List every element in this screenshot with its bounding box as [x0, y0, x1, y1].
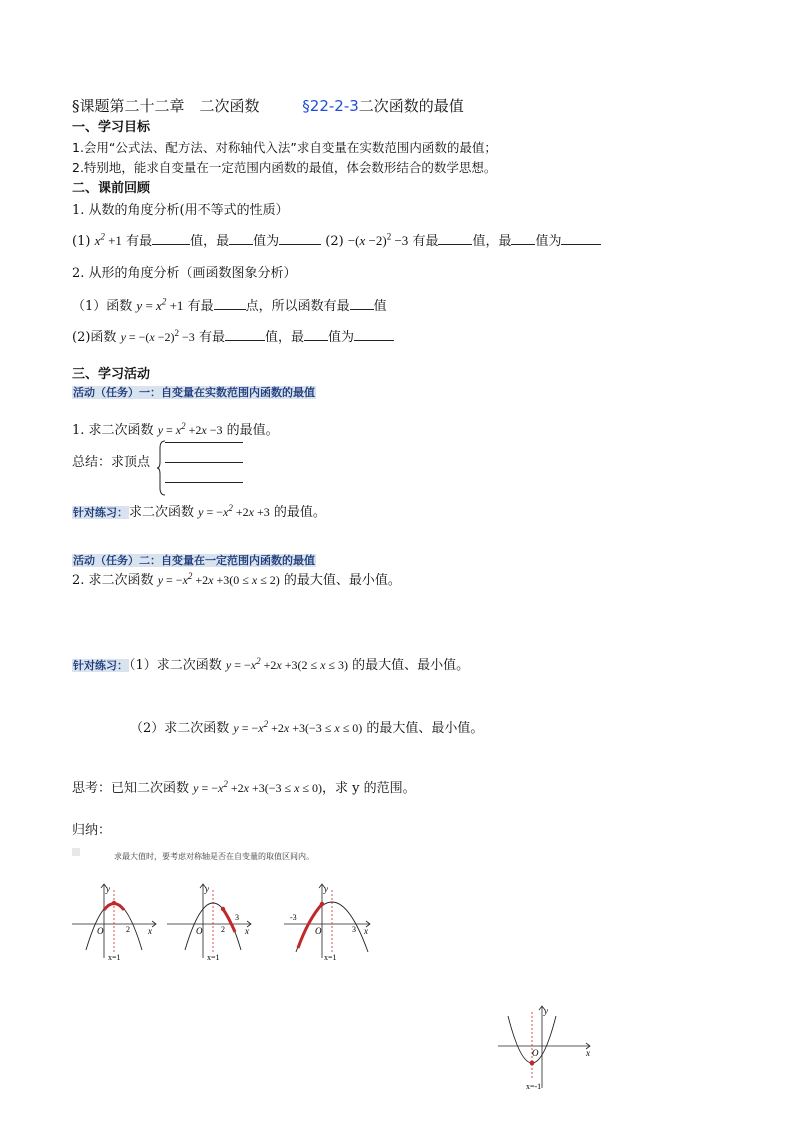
- answer-blank[interactable]: [561, 232, 601, 245]
- section-heading-review: 二、课前回顾: [72, 181, 151, 196]
- svg-text:O: O: [532, 1048, 539, 1058]
- section-heading-goals: 一、学习目标: [72, 120, 151, 135]
- practice-label: 针对练习：: [73, 659, 128, 672]
- review-question-2: 2. 从形的角度分析（画函数图象分析）: [72, 266, 297, 281]
- answer-blank[interactable]: [214, 297, 246, 310]
- answer-line[interactable]: [165, 482, 243, 483]
- expr-range-neg3-0: $y = -x^2 +2x +3(-3 \le x \le 0)$: [233, 719, 363, 735]
- svg-text:O: O: [97, 926, 104, 936]
- summary-vertex: 总结：求顶点: [72, 455, 151, 470]
- answer-blank[interactable]: [279, 232, 321, 245]
- review-question-2a: （1）函数 $y = x^2 +1$ 有最 点，所以函数有最 值: [72, 296, 387, 314]
- task-1-heading: 活动（任务）一：自变量在实数范围内函数的最值: [73, 386, 315, 399]
- goal-item-1: 1.会用“公式法、配方法、对称轴代入法”求自变量在实数范围内函数的最值；: [72, 140, 497, 155]
- expr-range-2-3: $y = -x^2 +2x +3(2 \le x \le 3)$: [225, 656, 349, 672]
- answer-blank[interactable]: [511, 232, 535, 245]
- svg-text:x=1: x=1: [108, 953, 121, 962]
- practice-1: 针对练习：求二次函数 $y = -x^2 +2x +3$ 的最值。: [73, 503, 326, 520]
- svg-text:3: 3: [352, 925, 356, 934]
- svg-text:-3: -3: [290, 913, 297, 922]
- goal-item-2: 2.特别地，能求自变量在一定范围内函数的最值，体会数形结合的数学思想。: [72, 160, 497, 175]
- answer-blank[interactable]: [229, 232, 253, 245]
- conclude-label: 归纳：: [72, 823, 112, 838]
- expr-y-x2-2x-3: $y = x^2 +2x -3$: [157, 421, 223, 437]
- section-heading-activities: 三、学习活动: [72, 367, 151, 382]
- answer-blank[interactable]: [354, 328, 394, 341]
- answer-line[interactable]: [165, 462, 243, 463]
- svg-text:3: 3: [235, 913, 239, 922]
- review-question-2b: (2)函数 $y = -(x -2)^2 -3$ 有最 值，最 值为: [72, 328, 394, 346]
- svg-text:2: 2: [221, 925, 225, 934]
- expr-y-neg-x2-2x-3: $y = -x^2 +2x +3$: [198, 503, 270, 519]
- parabola-graph-3: [280, 880, 375, 962]
- review-question-1: 1. 从数的角度分析(用不等式的性质）: [72, 203, 289, 218]
- svg-text:y: y: [106, 884, 110, 894]
- expr-range-0-2: $y = -x^2 +2x +3(0 \le x \le 2)$: [157, 571, 280, 587]
- problem-1: 1. 求二次函数 $y = x^2 +2x -3$ 的最值。: [72, 421, 279, 438]
- svg-text:O: O: [196, 926, 203, 936]
- answer-blank[interactable]: [152, 232, 190, 245]
- title-prefix: §课题第二十二章 二次函数: [72, 97, 260, 115]
- answer-line[interactable]: [165, 442, 243, 443]
- svg-text:y: y: [544, 1006, 548, 1016]
- task-2-heading: 活动（任务）二：自变量在一定范围内函数的最值: [73, 554, 315, 567]
- expr-y-x2-plus-1: $y = x^2 +1$: [136, 296, 184, 313]
- parabola-graph-4: [496, 1002, 596, 1092]
- svg-text:x: x: [364, 926, 368, 936]
- svg-text:y: y: [324, 884, 328, 894]
- expr-x2-plus-1: $x^2 +1$: [94, 231, 122, 248]
- parabola-graph-1: [70, 880, 160, 962]
- practice-label: 针对练习：: [73, 506, 128, 519]
- parabola-graph-2: [165, 880, 255, 962]
- page-title: [72, 97, 464, 115]
- svg-text:2: 2: [126, 925, 130, 934]
- answer-blank[interactable]: [304, 328, 328, 341]
- expr-neg-x-minus-2-sq-minus-3: $-(x -2)^2 -3$: [347, 231, 409, 248]
- svg-text:O: O: [315, 926, 322, 936]
- practice-2: 针对练习：（1）求二次函数 $y = -x^2 +2x +3(2 \le x \le 3)$ 的最大值、最小值。: [73, 656, 470, 673]
- brace-icon: [156, 440, 166, 496]
- title-name: 二次函数的最值: [358, 97, 464, 115]
- svg-text:x=-1: x=-1: [526, 1082, 542, 1091]
- practice-3: （2）求二次函数 $y = -x^2 +2x +3(-3 \le x \le 0)$ 的最大值、最小值。: [130, 719, 484, 736]
- think-question: 思考：已知二次函数 $y = -x^2 +2x +3(-3 \le x \le 0)$，求 y 的范围。: [72, 779, 416, 796]
- svg-text:x: x: [586, 1048, 590, 1058]
- svg-text:x=1: x=1: [324, 953, 337, 962]
- title-section: §22-2-3: [302, 97, 359, 115]
- svg-text:y: y: [205, 884, 209, 894]
- graph-caption: 求最大值时，要考虑对称轴是否在自变量的取值区间内。: [114, 852, 314, 861]
- svg-text:x: x: [148, 926, 152, 936]
- review-question-1a: (1) $x^2 +1$ 有最 值，最 值为 $(2) -(x -2)^2 -3$ 有最 值，最 值为: [72, 232, 601, 250]
- answer-blank[interactable]: [438, 232, 472, 245]
- answer-blank[interactable]: [225, 328, 265, 341]
- svg-text:x: x: [245, 926, 249, 936]
- problem-2: 2. 求二次函数 $y = -x^2 +2x +3(0 \le x \le 2)$ 的最大值、最小值。: [72, 571, 401, 588]
- answer-blank[interactable]: [350, 297, 374, 310]
- svg-text:x=1: x=1: [207, 953, 220, 962]
- expr-y-neg-x-minus-2-sq-minus-3: $y = -(x -2)^2 -3$: [120, 328, 195, 344]
- image-corner-mark: [72, 848, 80, 856]
- expr-think-range: $y = -x^2 +2x +3(-3 \le x \le 0)$: [193, 779, 323, 795]
